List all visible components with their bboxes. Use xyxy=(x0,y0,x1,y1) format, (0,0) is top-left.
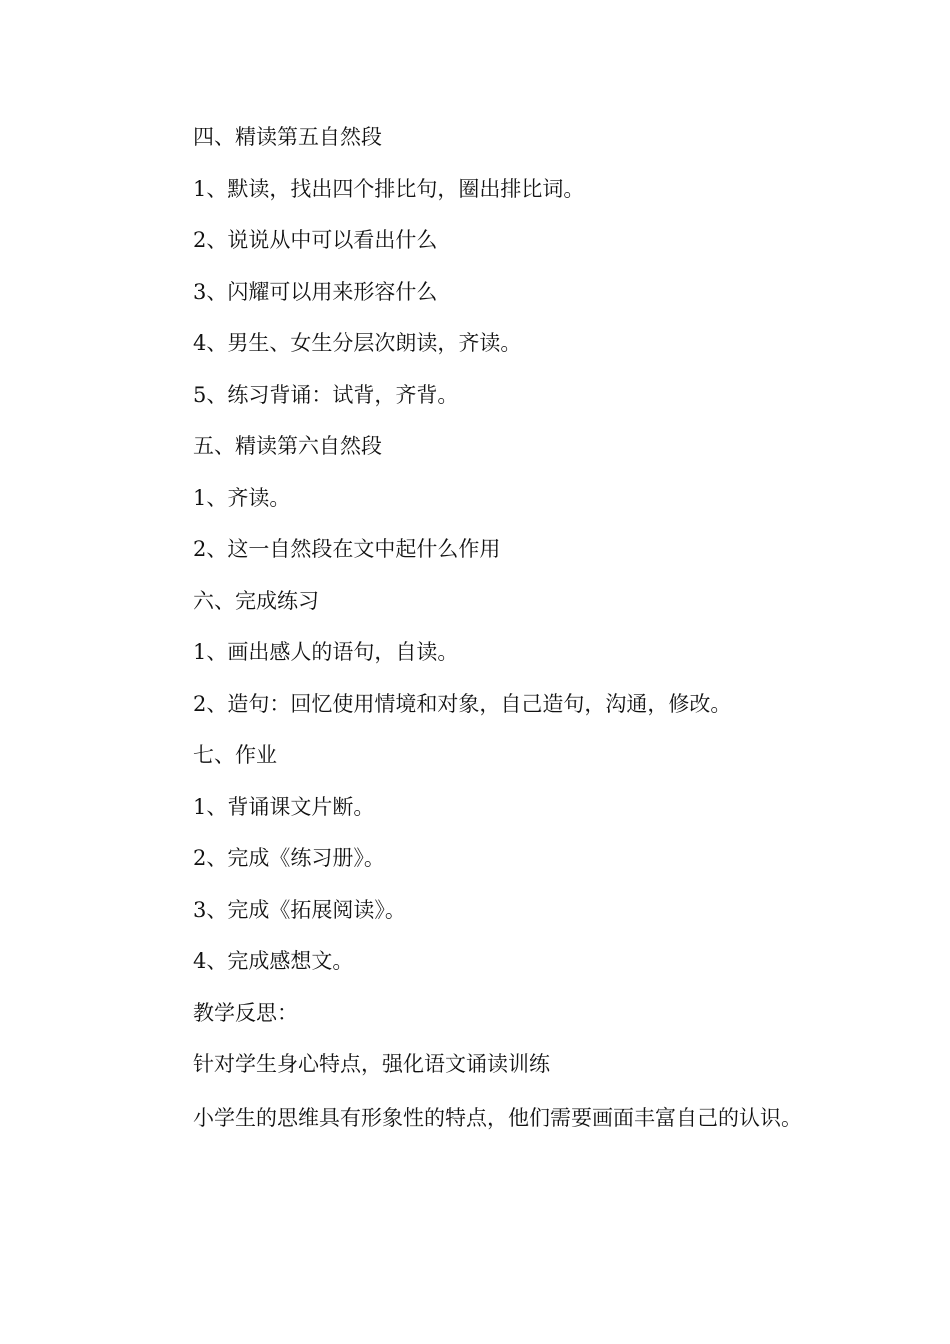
list-item: 1、画出感人的语句，自读。 xyxy=(193,640,459,664)
list-item: 4、男生、女生分层次朗读，齐读。 xyxy=(193,331,522,355)
heading-section-5: 五、精读第六自然段 xyxy=(193,434,382,458)
heading-reflection: 教学反思： xyxy=(193,1000,298,1025)
list-item: 2、说说从中可以看出什么 xyxy=(193,228,438,252)
list-item: 2、这一自然段在文中起什么作用 xyxy=(193,537,501,561)
heading-section-4: 四、精读第五自然段 xyxy=(193,125,382,149)
reflection-subtitle: 针对学生身心特点，强化语文诵读训练 xyxy=(193,1052,550,1076)
list-item: 1、背诵课文片断。 xyxy=(193,794,375,819)
heading-section-7: 七、作业 xyxy=(193,743,277,767)
list-item: 5、练习背诵：试背，齐背。 xyxy=(193,382,459,407)
list-item: 2、完成《练习册》。 xyxy=(193,846,385,870)
list-item: 3、完成《拓展阅读》。 xyxy=(193,897,406,922)
list-item: 3、闪耀可以用来形容什么 xyxy=(193,279,438,304)
reflection-paragraph: 小学生的思维具有形象性的特点，他们需要画面丰富自己的认识。 xyxy=(193,1105,802,1130)
list-item: 4、完成感想文。 xyxy=(193,949,354,973)
list-item: 1、默读，找出四个排比句，圈出排比词。 xyxy=(193,176,585,201)
heading-section-6: 六、完成练习 xyxy=(193,588,319,613)
list-item: 1、齐读。 xyxy=(193,485,291,510)
document-body xyxy=(148,117,808,1143)
list-item: 2、造句：回忆使用情境和对象，自己造句，沟通，修改。 xyxy=(193,691,732,716)
